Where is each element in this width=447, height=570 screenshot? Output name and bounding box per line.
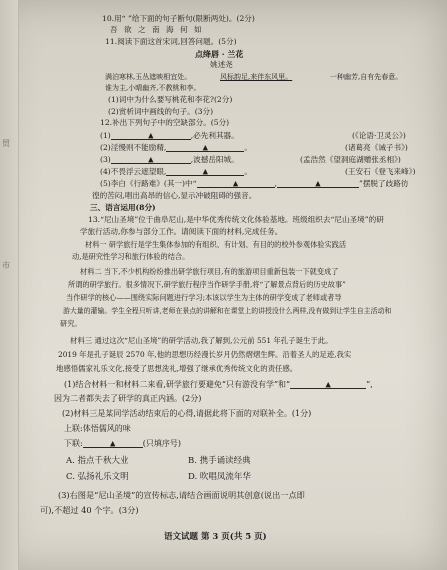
- q10-sentence: 吾 欲 之 南 海 何 如: [110, 25, 204, 34]
- q12-item-suffix: ,必先利其器。: [190, 131, 239, 140]
- triangle-marker: ▲: [202, 143, 209, 152]
- couplet-hint: (只填序号): [142, 439, 181, 448]
- material-2: 所谓的研学旅行。很多情况下,研学旅行程序当作研学手册,将“了解景点背后的历史故事”: [68, 280, 346, 289]
- answer-blank[interactable]: [111, 155, 191, 164]
- q12-item5-prefix: (5)李白《行路难》(其一)中“: [100, 179, 197, 188]
- q12-item-suffix: ,波撼岳阳城。: [190, 155, 239, 164]
- triangle-marker: ▲: [202, 167, 209, 176]
- triangle-marker: ▲: [325, 380, 331, 389]
- section-heading: 三、语言运用(8分): [90, 203, 156, 212]
- couplet-lower-label: 下联:: [64, 439, 83, 448]
- material-3: 材料三 通过这次“尼山圣境”的研学活动,我了解到,公元前 551 年孔子诞生于此。: [70, 336, 333, 345]
- q12-item: [100, 131, 239, 141]
- q12-instruction: 12.补出下列句子中的空缺部分。(5分): [100, 118, 230, 127]
- q12-source: (《论语·卫灵公》): [352, 131, 406, 140]
- material-2: 材料二 当下,不少机构纷纷推出研学旅行项目,有的旅游项目重新包装一下就变成了: [80, 267, 339, 276]
- binding-margin: [0, 0, 19, 570]
- option-d[interactable]: D. 吹唱凤流年华: [188, 472, 251, 482]
- q12-item-suffix: 。: [244, 143, 252, 152]
- couplet-lower: [64, 439, 181, 449]
- q11-part1: (1)词中为什么要写桃花和李花?(2分): [108, 95, 233, 104]
- q12-item: [100, 155, 239, 165]
- page-footer: 语文试题 第 3 页(共 5 页): [164, 532, 267, 542]
- triangle-marker: ▲: [148, 155, 154, 164]
- q12-item-prefix: (3): [100, 155, 111, 164]
- q12-source: (诸葛亮《诫子书》): [345, 143, 408, 152]
- material-2: 研究。: [60, 319, 82, 328]
- q12-item-prefix: (1): [100, 131, 111, 140]
- poem-line: 谁为主,小晴幽齐,不教桃和李。: [105, 84, 201, 92]
- q11-part2: (2)赏析词中画线的句子。(3分): [108, 107, 214, 116]
- option-b[interactable]: B. 携手诵读经典: [188, 456, 251, 466]
- q13-part1-text: (1)结合材料一和材料二来看,研学旅行要避免“只有游没有学”和“: [64, 380, 291, 389]
- answer-blank[interactable]: [197, 179, 275, 188]
- poem-line: 一种幽芳,自有先春意。: [330, 73, 403, 81]
- triangle-marker: ▲: [232, 179, 239, 188]
- q10-instruction: 10.用“ ”给下面的句子断句(限断两处)。(2分): [102, 14, 255, 23]
- material-2: 游大量的灌输。学生全程只听讲,老师在景点的讲解和在课堂上的讲授没什么两样,没有做到让学生自主活动和: [63, 307, 392, 315]
- q13-part1-continued: 因为二者都失去了研学的真正内涵。(2分): [54, 394, 202, 403]
- q12-item-prefix: (4)不畏浮云遮望眼,: [100, 167, 167, 176]
- material-3: 地感悟儒家礼乐文化,接受了思想洗礼,增强了继承优秀传统文化的责任感。: [56, 364, 298, 373]
- answer-blank[interactable]: [111, 131, 191, 140]
- answer-blank[interactable]: [83, 439, 143, 448]
- margin-mark: 市: [2, 261, 10, 270]
- material-1: 动,是研究性学习和旅行体验的结合。: [72, 252, 190, 261]
- answer-blank[interactable]: [166, 167, 244, 176]
- answer-blank[interactable]: [290, 380, 366, 389]
- couplet-upper: 上联:体悟儒风的味: [64, 424, 131, 433]
- q12-source: (王安石《登飞来峰》): [345, 167, 416, 176]
- option-c[interactable]: C. 弘扬礼乐文明: [66, 472, 129, 482]
- q12-item: [100, 167, 252, 177]
- q12-item: [100, 143, 252, 153]
- answer-blank[interactable]: [166, 143, 244, 152]
- q13-intro: 13.“尼山圣境”位于曲阜尼山,是中华优秀传统文化体验基地。班级组织去“尼山圣境”的研: [88, 215, 384, 224]
- poem-title: 点绛唇 · 兰花: [195, 49, 244, 59]
- q13-part2: (2)材料三是某同学活动结束后的心得,请据此将下面的对联补全。(1分): [62, 409, 312, 418]
- material-1: 材料一 研学旅行是学生集体参加的有组织、有计划、有目的的校外参观体验实践活: [85, 240, 347, 249]
- triangle-marker: ▲: [315, 179, 321, 188]
- material-2: 当作研学的核心——围绕实际问题进行学习;本该以学生为主体的研学变成了老师或者导: [66, 293, 342, 302]
- poem-underlined-line: 风标韵足,来伴东风里。: [220, 73, 293, 81]
- q13-part3: (3)右图是“尼山圣境”的宣传标志,请结合画面说明其创意(说出一点即: [58, 490, 305, 500]
- material-3: 2019 年是孔子诞辰 2570 年,他的思想历经漫长岁月仍然熠熠生辉。沿着圣人的足迹,我实: [58, 350, 352, 359]
- option-a[interactable]: A. 指点千秋大业: [66, 456, 129, 466]
- q13-intro: 学旅行活动,你参与部分工作。请阅读下面的材料,完成任务。: [80, 227, 283, 236]
- poem-line: 满泊寒林,玉丛遮映相宜处。: [105, 73, 192, 81]
- q11-instruction: 11.阅读下面这首宋词,回答问题。(5分): [105, 37, 237, 46]
- q12-source: (孟浩然《望洞庭湖赠张丞相》): [300, 155, 401, 164]
- q13-part1: [64, 380, 373, 390]
- q12-item5-suffix: ”摆脱了歧路彷: [358, 179, 409, 188]
- q12-item5: (5)李白《行路难》(其一)中“ ▲ , ▲ ”摆脱了歧路彷: [100, 179, 409, 188]
- q12-item5-continued: 徨的苦闷,唱出高昂的信心,显示冲破阻碍的强音。: [92, 191, 257, 200]
- q13-part3-continued: 可),不超过 40 个字。(3分): [40, 505, 139, 515]
- answer-blank[interactable]: [277, 179, 359, 188]
- q12-item-prefix: (2)淫慢则不能励精,: [100, 143, 167, 152]
- poem-author: 姚述尧: [210, 60, 233, 69]
- q12-item-suffix: 。: [244, 167, 252, 176]
- margin-mark: 贸: [2, 139, 10, 148]
- triangle-marker: ▲: [148, 131, 154, 140]
- q13-part1-close: ”,: [366, 380, 373, 389]
- triangle-marker: ▲: [110, 439, 116, 448]
